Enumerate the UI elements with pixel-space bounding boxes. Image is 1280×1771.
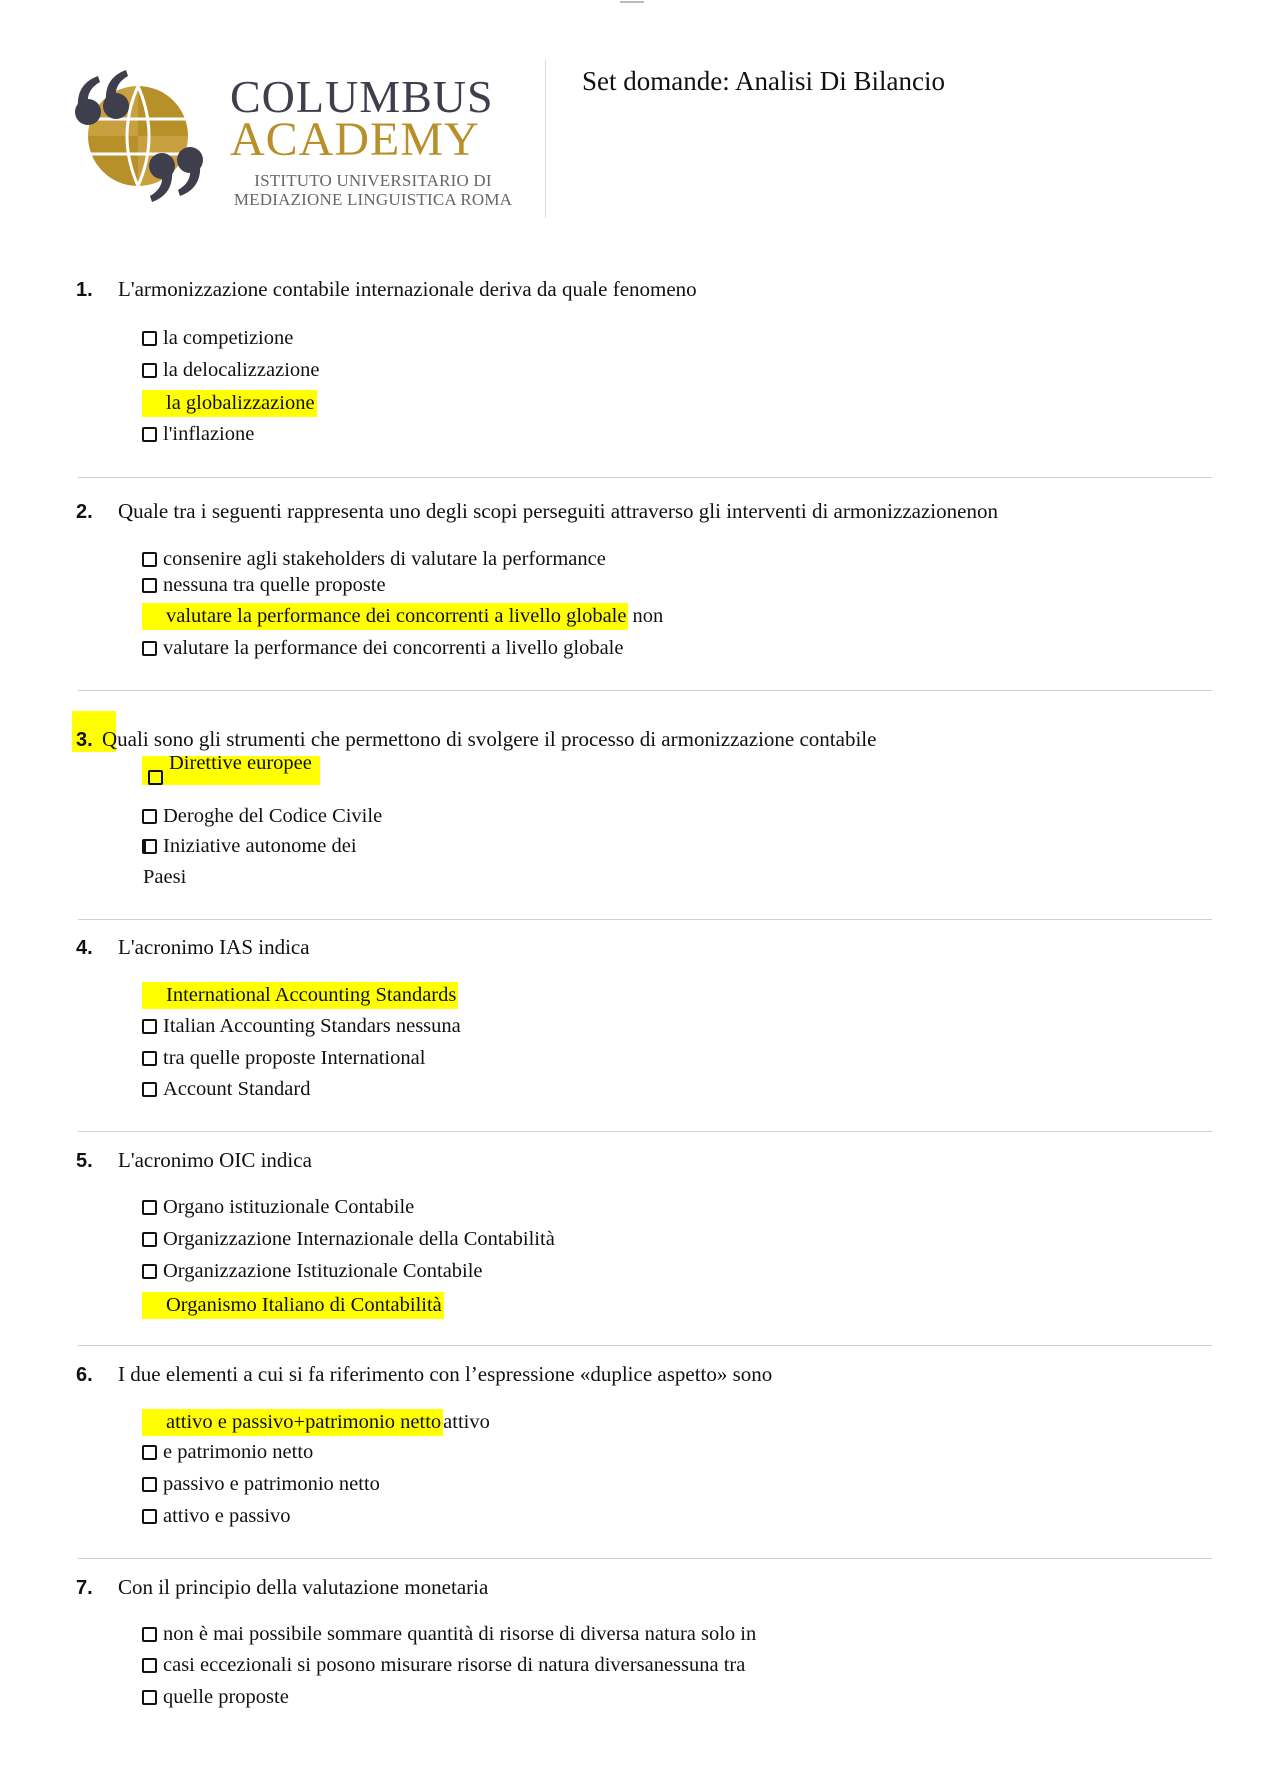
answer-option[interactable]	[142, 1196, 414, 1219]
answer-option[interactable]	[142, 1623, 756, 1646]
checkbox[interactable]	[142, 552, 157, 567]
option-label: nessuna tra quelle proposte	[163, 574, 386, 596]
checkbox[interactable]	[142, 1051, 157, 1066]
question-number: 7.	[76, 1577, 93, 1599]
answer-option[interactable]	[142, 1441, 313, 1464]
option-label: Iniziative autonome dei	[163, 835, 357, 857]
option-label: Organo istituzionale Contabile	[163, 1196, 415, 1218]
option-label: quelle proposte	[163, 1686, 289, 1708]
question-number: 5.	[76, 1150, 93, 1172]
logo-subtitle-line2: MEDIAZIONE LINGUISTICA ROMA	[233, 190, 513, 209]
checkbox[interactable]	[142, 578, 157, 593]
answer-option[interactable]	[142, 1505, 291, 1528]
question-6	[76, 1362, 1206, 1387]
checkbox[interactable]	[142, 1082, 157, 1097]
option-label: Deroghe del Codice Civile	[163, 805, 383, 827]
question-text: Quali sono gli strumenti che permettono di svolgere il processo di armonizzazione contabile	[102, 727, 877, 751]
checkbox[interactable]	[142, 809, 157, 824]
logo-text-columbus: COLUMBUS	[230, 71, 494, 122]
question-4	[76, 935, 1206, 960]
question-2	[76, 499, 1206, 524]
checkbox[interactable]	[142, 839, 157, 854]
answer-option[interactable]	[142, 1228, 555, 1251]
checkbox[interactable]	[142, 1477, 157, 1492]
question-text: Con il principio della valutazione monetaria	[118, 1575, 489, 1599]
option-label: Direttive europee	[169, 752, 312, 774]
header-mark	[618, 0, 646, 5]
question-5	[76, 1148, 1206, 1173]
question-number: 4.	[76, 937, 93, 959]
separator	[78, 1345, 1212, 1346]
question-text: L'armonizzazione contabile internazionale deriva da quale fenomeno	[118, 277, 697, 301]
option-label-highlighted: la globalizzazione	[142, 390, 317, 417]
separator	[78, 1131, 1212, 1132]
checkbox[interactable]	[142, 427, 157, 442]
question-number: 1.	[76, 279, 93, 301]
answer-option[interactable]	[142, 1078, 310, 1101]
checkbox[interactable]	[142, 1627, 157, 1642]
checkbox[interactable]	[142, 1200, 157, 1215]
question-number-highlighted: 3.	[72, 711, 116, 752]
option-label: attivo e passivo	[163, 1505, 291, 1527]
question-text: L'acronimo OIC indica	[118, 1148, 312, 1172]
logo-subtitle-line1: ISTITUTO UNIVERSITARIO DI	[254, 171, 492, 190]
answer-option[interactable]	[142, 574, 386, 597]
answer-option[interactable]	[142, 548, 606, 571]
question-text: I due elementi a cui si fa riferimento con l’espressione «duplice aspetto» sono	[118, 1362, 773, 1386]
question-text: Quale tra i seguenti rappresenta uno degli scopi perseguiti attraverso gli interventi di armonizzazionenon	[118, 499, 998, 523]
header-divider	[545, 60, 546, 218]
checkbox[interactable]	[148, 770, 163, 785]
question-1	[76, 277, 1206, 302]
question-number: 2.	[76, 501, 93, 523]
checkbox[interactable]	[142, 1658, 157, 1673]
option-label-continuation: Paesi	[143, 866, 187, 888]
separator	[78, 1558, 1212, 1559]
checkbox[interactable]	[142, 1232, 157, 1247]
answer-option[interactable]	[142, 1686, 289, 1709]
question-text: L'acronimo IAS indica	[118, 935, 310, 959]
option-label-highlighted: International Accounting Standards	[142, 982, 458, 1009]
option-label: casi eccezionali si posono misurare risorse di natura diversanessuna tra	[163, 1654, 746, 1676]
option-label: Organizzazione Istituzionale Contabile	[163, 1260, 483, 1282]
answer-option-correct[interactable]	[142, 752, 320, 785]
answer-option[interactable]	[142, 423, 254, 446]
checkbox[interactable]	[142, 1445, 157, 1460]
answer-option-correct[interactable]	[142, 1292, 444, 1319]
document-header	[68, 60, 1218, 220]
question-7	[76, 1575, 1206, 1600]
answer-option[interactable]	[142, 637, 623, 660]
checkbox[interactable]	[142, 1690, 157, 1705]
option-label: l'inflazione	[163, 423, 255, 445]
answer-option[interactable]	[142, 1654, 745, 1677]
option-label: passivo e patrimonio netto	[163, 1473, 380, 1495]
option-label: e patrimonio netto	[163, 1441, 314, 1463]
answer-option[interactable]	[142, 805, 382, 828]
question-number: 6.	[76, 1364, 93, 1386]
option-label-suffix: attivo	[443, 1411, 490, 1433]
option-label: tra quelle proposte International	[163, 1047, 426, 1069]
option-label: non è mai possibile sommare quantità di risorse di diversa natura solo in	[163, 1623, 757, 1645]
answer-option[interactable]	[142, 835, 357, 858]
highlight-box	[142, 752, 320, 785]
answer-option[interactable]	[142, 1260, 483, 1283]
separator	[78, 477, 1212, 478]
answer-option-correct[interactable]	[142, 603, 663, 630]
option-label: la delocalizzazione	[163, 359, 320, 381]
option-label: consenire agli stakeholders di valutare la performance	[163, 548, 606, 570]
checkbox[interactable]	[142, 641, 157, 656]
option-label: valutare la performance dei concorrenti a livello globale	[163, 637, 624, 659]
answer-option[interactable]	[142, 1047, 425, 1070]
answer-option-correct[interactable]	[142, 1409, 490, 1436]
question-3	[76, 711, 1206, 752]
page-title: Set domande: Analisi Di Bilancio	[582, 66, 945, 96]
logo-text-academy: ACADEMY	[230, 113, 480, 166]
answer-option-correct[interactable]	[142, 390, 317, 417]
option-label: Organizzazione Internazionale della Contabilità	[163, 1228, 555, 1250]
separator	[78, 919, 1212, 920]
option-label: Account Standard	[163, 1078, 311, 1100]
answer-option-correct[interactable]	[142, 982, 458, 1009]
answer-option[interactable]	[142, 359, 320, 382]
option-label-highlighted: Organismo Italiano di Contabilità	[142, 1292, 444, 1319]
checkbox[interactable]	[142, 1019, 157, 1034]
answer-option[interactable]	[142, 1473, 380, 1496]
globe-quotes-icon	[68, 64, 208, 214]
checkbox[interactable]	[142, 1264, 157, 1279]
checkbox[interactable]	[142, 331, 157, 346]
option-label-highlighted: attivo e passivo+patrimonio netto	[142, 1409, 443, 1436]
option-label: la competizione	[163, 327, 294, 349]
checkbox[interactable]	[142, 363, 157, 378]
answer-option[interactable]	[142, 1015, 461, 1038]
columbus-academy-logo	[68, 64, 528, 214]
option-label-suffix: non	[632, 605, 664, 627]
separator	[78, 690, 1212, 691]
option-label: Italian Accounting Standars nessuna	[163, 1015, 461, 1037]
answer-option[interactable]	[142, 327, 293, 350]
option-label-highlighted: valutare la performance dei concorrenti a livello globale	[142, 603, 628, 630]
checkbox[interactable]	[142, 1509, 157, 1524]
